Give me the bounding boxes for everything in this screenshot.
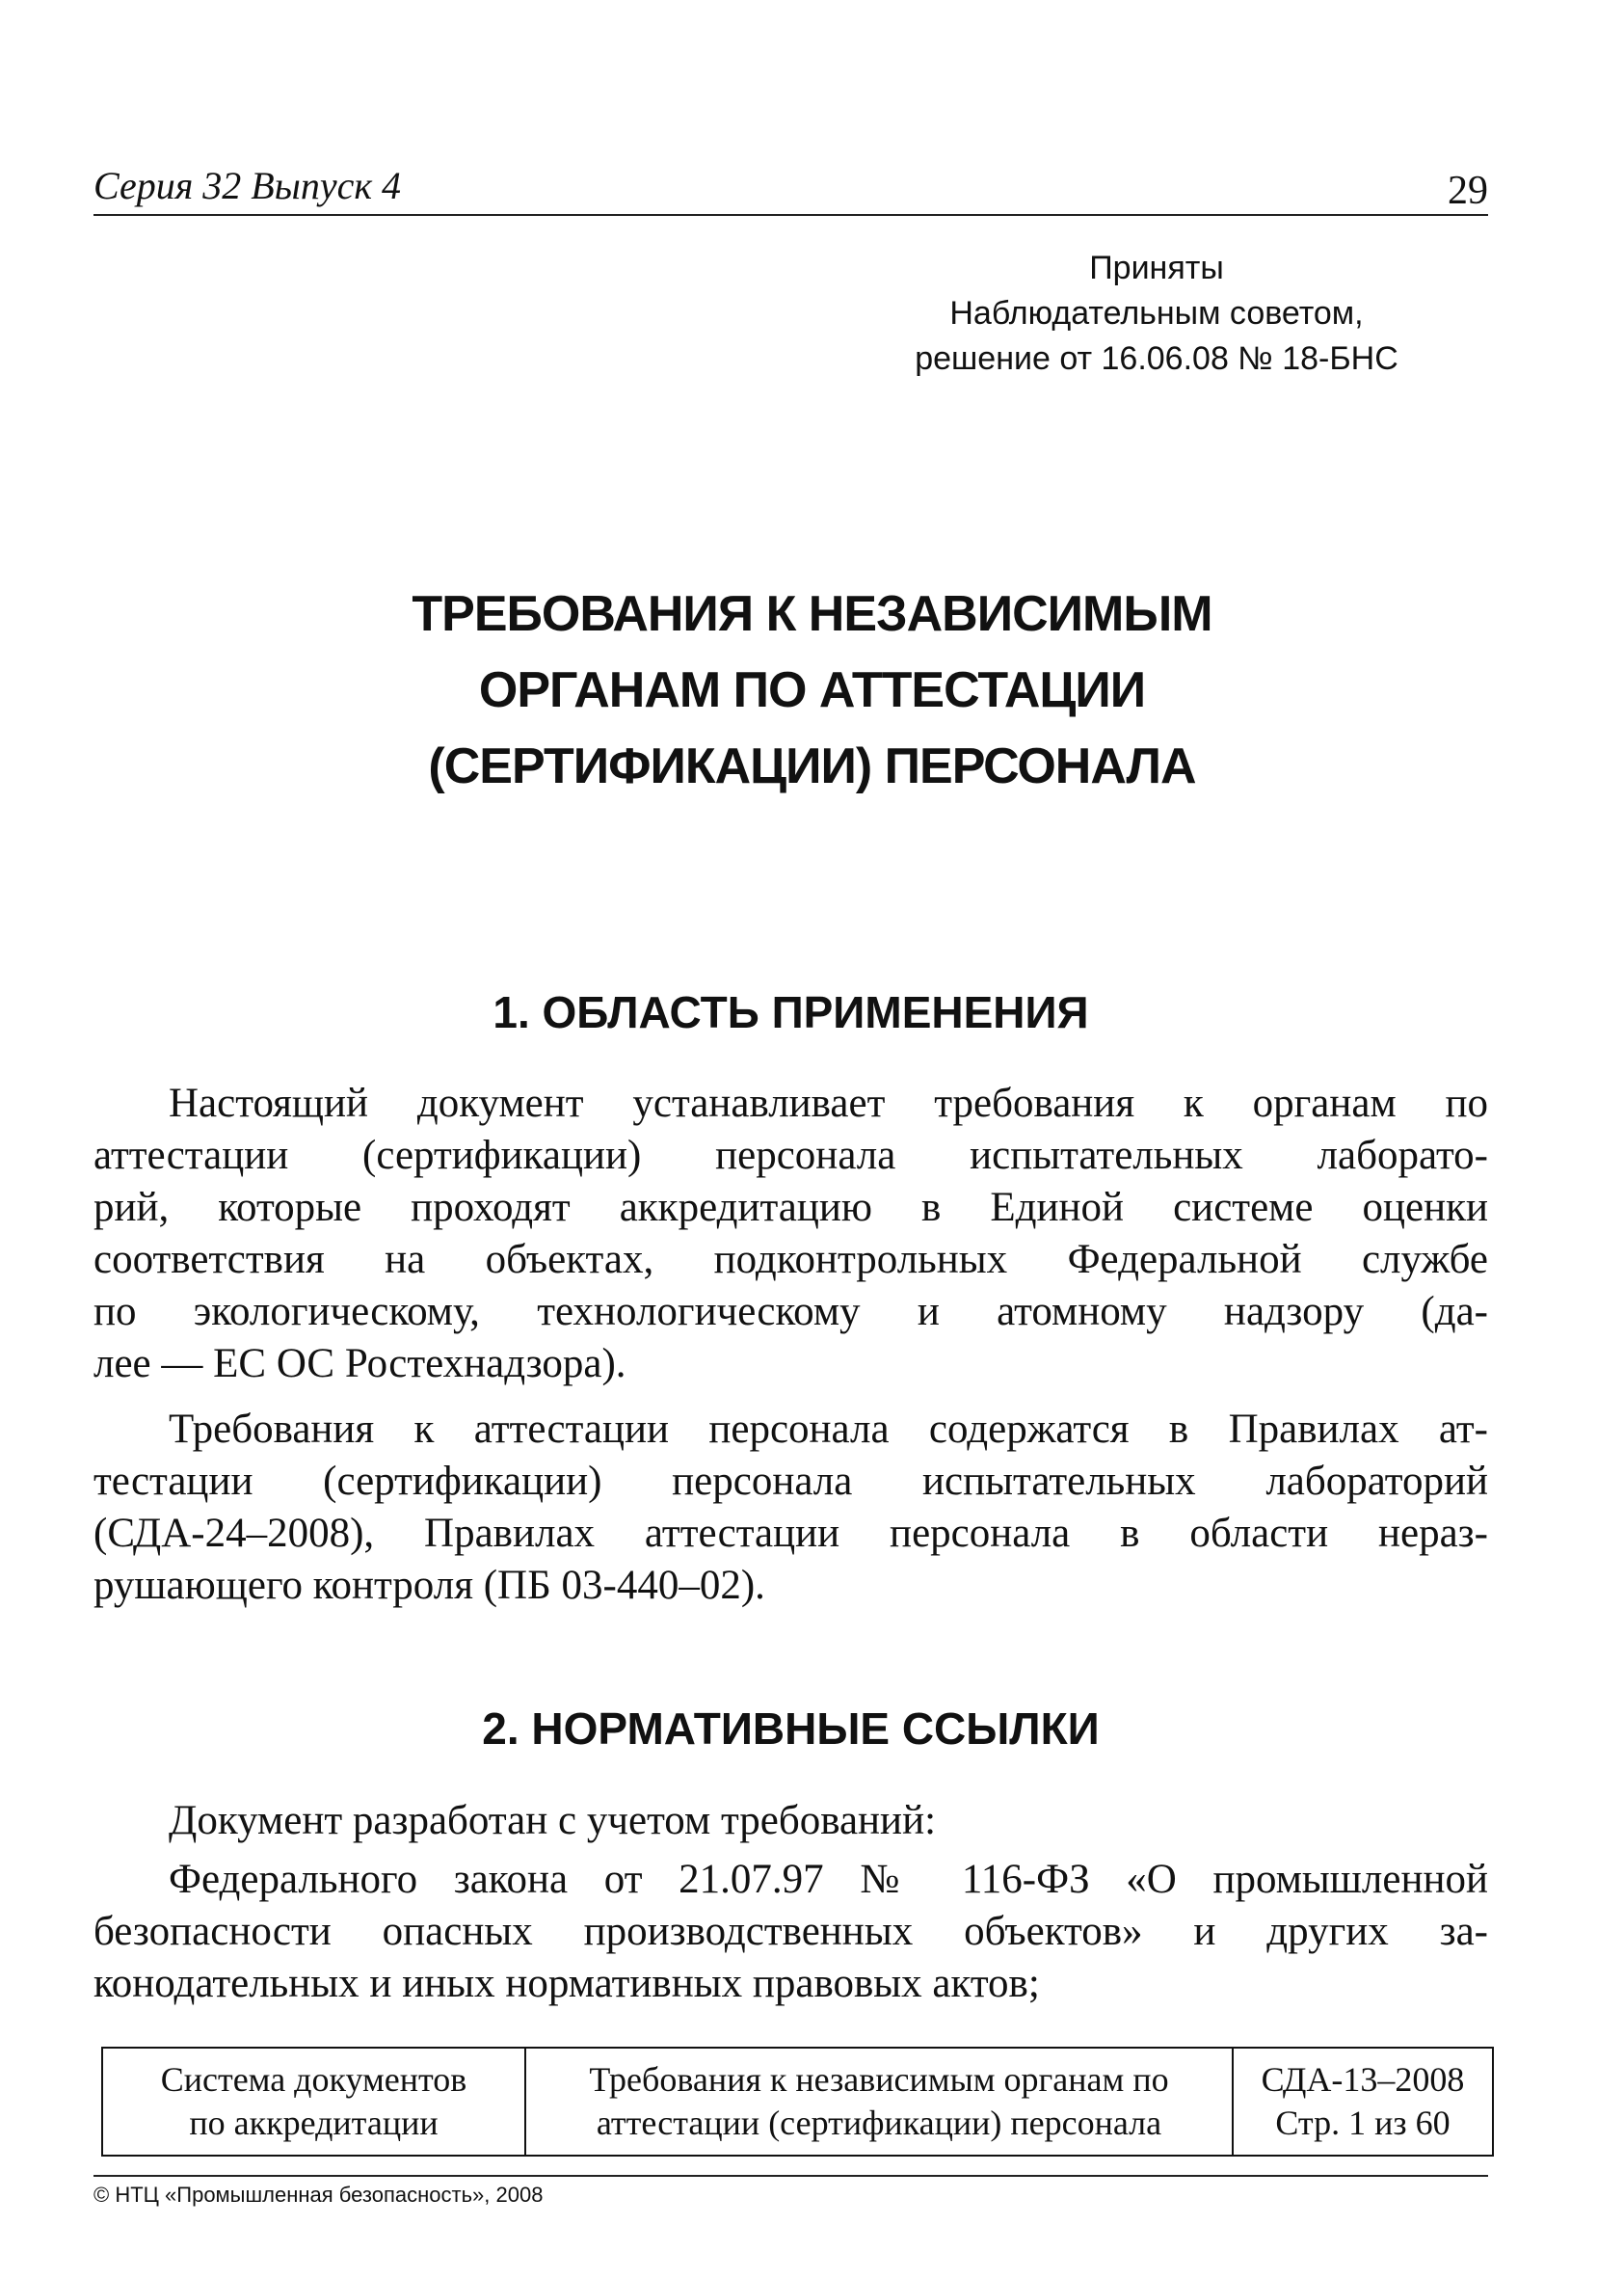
copyright-notice: © НТЦ «Промышленная безопасность», 2008 — [93, 2175, 1488, 2208]
section-2-paragraph-2 — [93, 1854, 1488, 2010]
section-1-paragraph-2 — [93, 1404, 1488, 1612]
table-cell-document-code: СДА-13–2008 Стр. 1 из 60 — [1233, 2048, 1493, 2156]
title-line: ОРГАНАМ ПО АТТЕСТАЦИИ — [478, 662, 1146, 718]
document-title — [145, 576, 1479, 805]
section-1-paragraph-1 — [93, 1078, 1488, 1390]
document-info-table — [101, 2047, 1494, 2157]
table-cell-document-name: Требования к независимым органам по аттестации (сертификации) персонала — [525, 2048, 1233, 2156]
text-line: Федерального закона от 21.07.97 № 116-ФЗ «О промышленной — [169, 1857, 1488, 1902]
text-line: лее — ЕС ОС Ростехнадзора). — [93, 1341, 626, 1386]
table-row — [102, 2048, 1493, 2156]
series-label: Серия 32 Выпуск 4 — [93, 164, 402, 207]
section-1-heading: 1. ОБЛАСТЬ ПРИМЕНЕНИЯ — [493, 987, 1089, 1037]
title-line: (СЕРТИФИКАЦИИ) ПЕРСОНАЛА — [428, 738, 1196, 794]
text-line: по экологическому, технологическому и атомному надзору (да- — [93, 1289, 1488, 1334]
text-line: соответствия на объектах, подконтрольных Федеральной службе — [93, 1237, 1488, 1282]
running-header — [93, 162, 1488, 216]
approval-line: Наблюдательным советом, — [949, 295, 1364, 332]
text-line: Настоящий документ устанавливает требования к органам по — [169, 1081, 1488, 1126]
section-2-paragraph-1 — [93, 1795, 1488, 1847]
approval-line: решение от 16.06.08 № 18-БНС — [915, 340, 1398, 377]
text-line: тестации (сертификации) персонала испытательных лабораторий — [93, 1459, 1488, 1504]
text-line: рушающего контроля (ПБ 03-440–02). — [93, 1563, 765, 1608]
text-line: рий, которые проходят аккредитацию в Единой системе оценки — [93, 1185, 1488, 1230]
section-2-heading: 2. НОРМАТИВНЫЕ ССЫЛКИ — [482, 1703, 1100, 1754]
text-line: безопасности опасных производственных объектов» и других за- — [93, 1909, 1488, 1954]
title-line: ТРЕБОВАНИЯ К НЕЗАВИСИМЫМ — [412, 586, 1212, 642]
text-line: Требования к аттестации персонала содержатся в Правилах ат- — [169, 1407, 1488, 1452]
text-line: конодательных и иных нормативных правовых актов; — [93, 1961, 1040, 2006]
text-line: Документ разработан с учетом требований: — [169, 1798, 937, 1843]
table-cell-system: Система документов по аккредитации — [102, 2048, 525, 2156]
page-number: 29 — [1448, 169, 1488, 213]
approval-block — [867, 246, 1446, 382]
approval-line: Приняты — [1089, 250, 1224, 286]
text-line: аттестации (сертификации) персонала испытательных лаборато- — [93, 1133, 1488, 1178]
text-line: (СДА-24–2008), Правилах аттестации персонала в области нераз- — [93, 1511, 1488, 1556]
